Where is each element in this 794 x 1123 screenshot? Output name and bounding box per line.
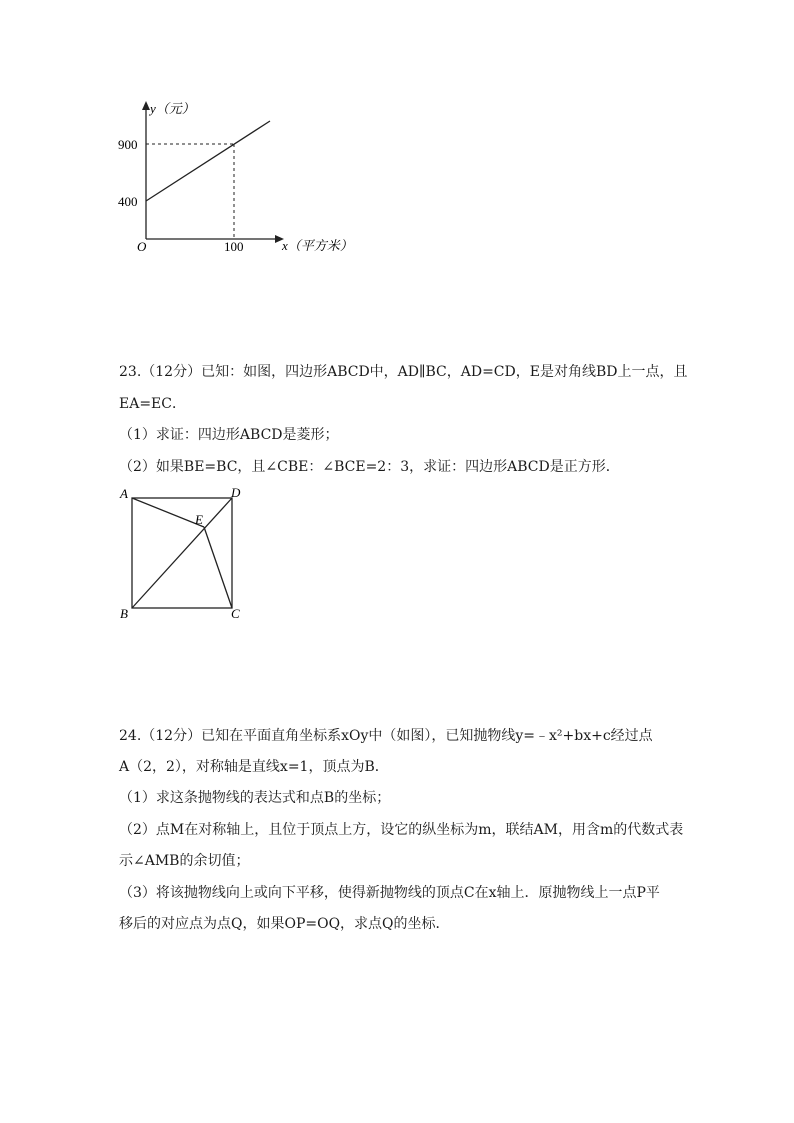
q24-line2: A（2，2），对称轴是直线x=1，顶点为B． <box>119 759 389 775</box>
q23-line1: 23.（12分）已知：如图，四边形ABCD中，AD∥BC，AD=CD，E是对角线BD上一点，且 <box>119 364 688 380</box>
x-tick-100: 100 <box>224 239 244 254</box>
segment-ae <box>132 498 204 527</box>
label-c: C <box>231 606 240 621</box>
q23-line2: EA=EC． <box>119 396 186 412</box>
label-a: A <box>120 486 128 501</box>
y-tick-900: 900 <box>118 137 138 152</box>
x-axis-label: x（平方米） <box>282 238 353 253</box>
cost-graph <box>110 95 380 265</box>
q23-part2: （2）如果BE=BC，且∠CBE：∠BCE=2：3，求证：四边形ABCD是正方形． <box>119 459 620 475</box>
label-d: D <box>231 485 241 500</box>
q24-part1: （1）求这条抛物线的表达式和点B的坐标； <box>119 790 391 806</box>
quadrilateral-figure <box>115 483 250 623</box>
label-b: B <box>120 606 128 621</box>
y-axis-label: y（元） <box>150 101 195 116</box>
y-axis-arrow <box>142 101 150 110</box>
diagonal-bd <box>132 498 232 608</box>
q24-part2b: 示∠AMB的余切值； <box>119 853 250 869</box>
q24-part3a: （3）将该抛物线向上或向下平移，使得新抛物线的顶点C在x轴上．原抛物线上一点P平 <box>119 885 660 901</box>
q24-part2a: （2）点M在对称轴上，且位于顶点上方，设它的纵坐标为m，联结AM，用含m的代数式表 <box>119 822 684 838</box>
cost-line <box>146 121 270 201</box>
q24-part3b: 移后的对应点为点Q，如果OP=OQ，求点Q的坐标． <box>119 916 450 932</box>
q24-line1: 24.（12分）已知在平面直角坐标系xOy中（如图），已知抛物线y=﹣x²+bx+c经过点 <box>119 728 653 744</box>
label-e: E <box>195 512 203 527</box>
origin-label: O <box>137 239 147 254</box>
segment-ec <box>204 527 232 608</box>
y-tick-400: 400 <box>118 194 138 209</box>
q23-part1: （1）求证：四边形ABCD是菱形； <box>119 427 339 443</box>
